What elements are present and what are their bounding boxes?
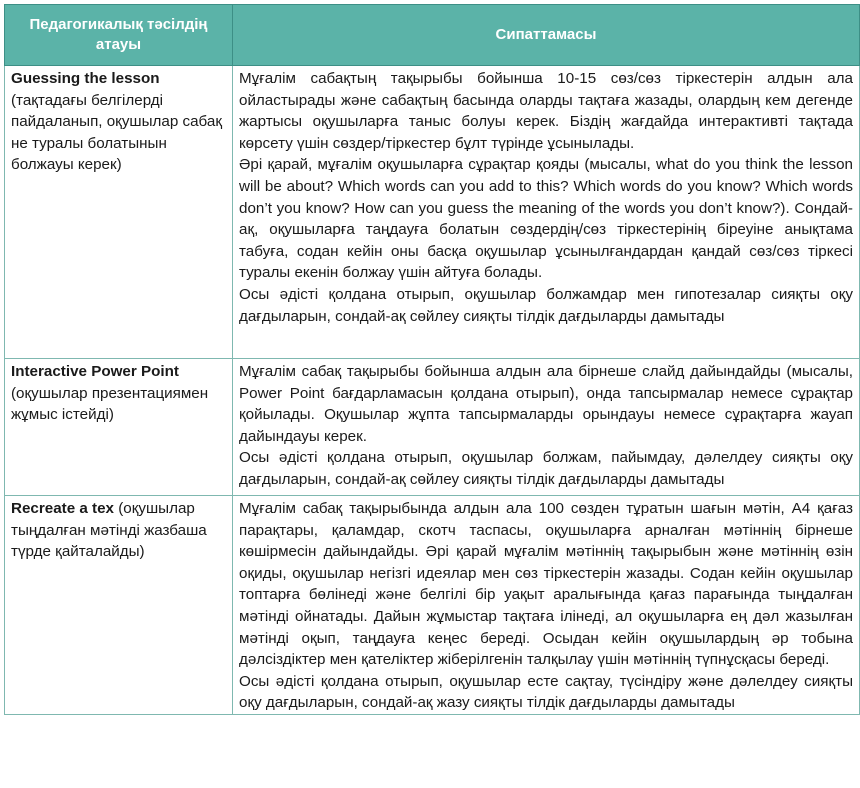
method-note: (тақтадағы белгілерді пайдаланып, оқушылар сабақ не туралы болатынын болжауы керек) <box>11 91 222 174</box>
header-method-name: Педагогикалық тәсілдің атауы <box>5 5 233 66</box>
method-note: (оқушылар тыңдалған мәтінді жазбаша түрде қайталайды) <box>11 500 207 561</box>
method-name: Interactive Power Point <box>11 363 179 380</box>
method-cell <box>5 359 233 496</box>
description-paragraph: Мұғалім сабақтың тақырыбы бойынша 10-15 сөз/сөз тіркестерін алдын ала ойластырады және сабақтың басында оларды тақтаға жазады, олардың кем дегенде жартысы оқушыларға таныс болуы керек. Біздің жағдайда интерактивті тақтада көрсету үшін сөздер/тіркестер бұлт түрінде ұсынылады. <box>239 70 853 152</box>
method-name: Recreate a tex <box>11 500 115 517</box>
method-name: Guessing the lesson <box>11 70 160 87</box>
description-paragraph: Осы әдісті қолдана отырып, оқушылар болжам, пайымдау, дәлелдеу сияқты оқу дағдыларын, сондай-ақ сөйлеу сияқты тілдік дағдыларды дамытады <box>239 449 853 488</box>
method-cell <box>5 66 233 359</box>
description-paragraph: Мұғалім сабақ тақырыбы бойынша алдын ала бірнеше слайд дайындайды (мысалы, Power Point бағдарламасын қолдана отырып), онда тапсырмалар немесе сұрақтар қойылады. Оқушылар жұпта тапсырмаларды орындауы немесе сұрақтарға жауап дайындауы керек. <box>239 363 853 445</box>
table-row <box>5 66 860 359</box>
header-description: Сипаттамасы <box>233 5 860 66</box>
description-cell <box>233 496 860 715</box>
description-paragraph: Осы әдісті қолдана отырып, оқушылар есте сақтау, түсіндіру және дәлелдеу сияқты оқу дағдыларын, сондай-ақ жазу сияқты тілдік дағдыларды дамытады <box>239 672 853 712</box>
table-row <box>5 359 860 496</box>
description-cell <box>233 359 860 496</box>
table-row <box>5 496 860 715</box>
methods-table <box>4 4 860 715</box>
description-paragraph: Мұғалім сабақ тақырыбында алдын ала 100 сөзден тұратын шағын мәтін, А4 қағаз парақтары, қаламдар, скотч таспасы, оқушыларға арналған мәтіннің бірнеше көшірмесін дайындайды. Әрі қарай мұғалім мәтіннің тақырыбын және мәтіннің өзін оқиды, оқушылар негізгі идеялар мен сөз тіркестерін жазады. Содан кейін оқушылар топтарға бөлінеді және белгілі бір уақыт аралығында қағаз парағында тыңдалған мәтінді ойнатады. Дайын жұмыстар тақтаға ілінеді, ал оқушыларға ең дәл жазылған мәтінді оқып, таңдауға кеңес береді. Осыдан кейін оқушылардың әр тобына дәлсіздіктер мен қателіктер жіберілгенін талқылау үшін мәтіннің түпнұсқасы береді. <box>239 500 853 669</box>
description-cell <box>233 66 860 359</box>
header-row <box>5 5 860 66</box>
method-cell <box>5 496 233 715</box>
description-paragraph: Әрі қарай, мұғалім оқушыларға сұрақтар қояды (мысалы, what do you think the lesson will be about? Which words can you add to this? Which words do you know? Which words don’t you know? How can you guess the meaning of the words you don’t know?). Сондай-ақ, оқушыларға таңдауға болатын сөздердің/сөз тіркестерінің біреуіне анықтама табуға, содан кейін оны басқа оқушылар ұсынылғандардан қандай сөз/сөз тіркесі туралы екенін болжау үшін айтуға болады. <box>239 156 853 282</box>
description-paragraph: Осы әдісті қолдана отырып, оқушылар болжамдар мен гипотезалар сияқты оқу дағдыларын, сондай-ақ сөйлеу сияқты тілдік дағдыларды дамытады <box>239 285 853 325</box>
method-note: (оқушылар презентациямен жұмыс істейді) <box>11 384 209 424</box>
